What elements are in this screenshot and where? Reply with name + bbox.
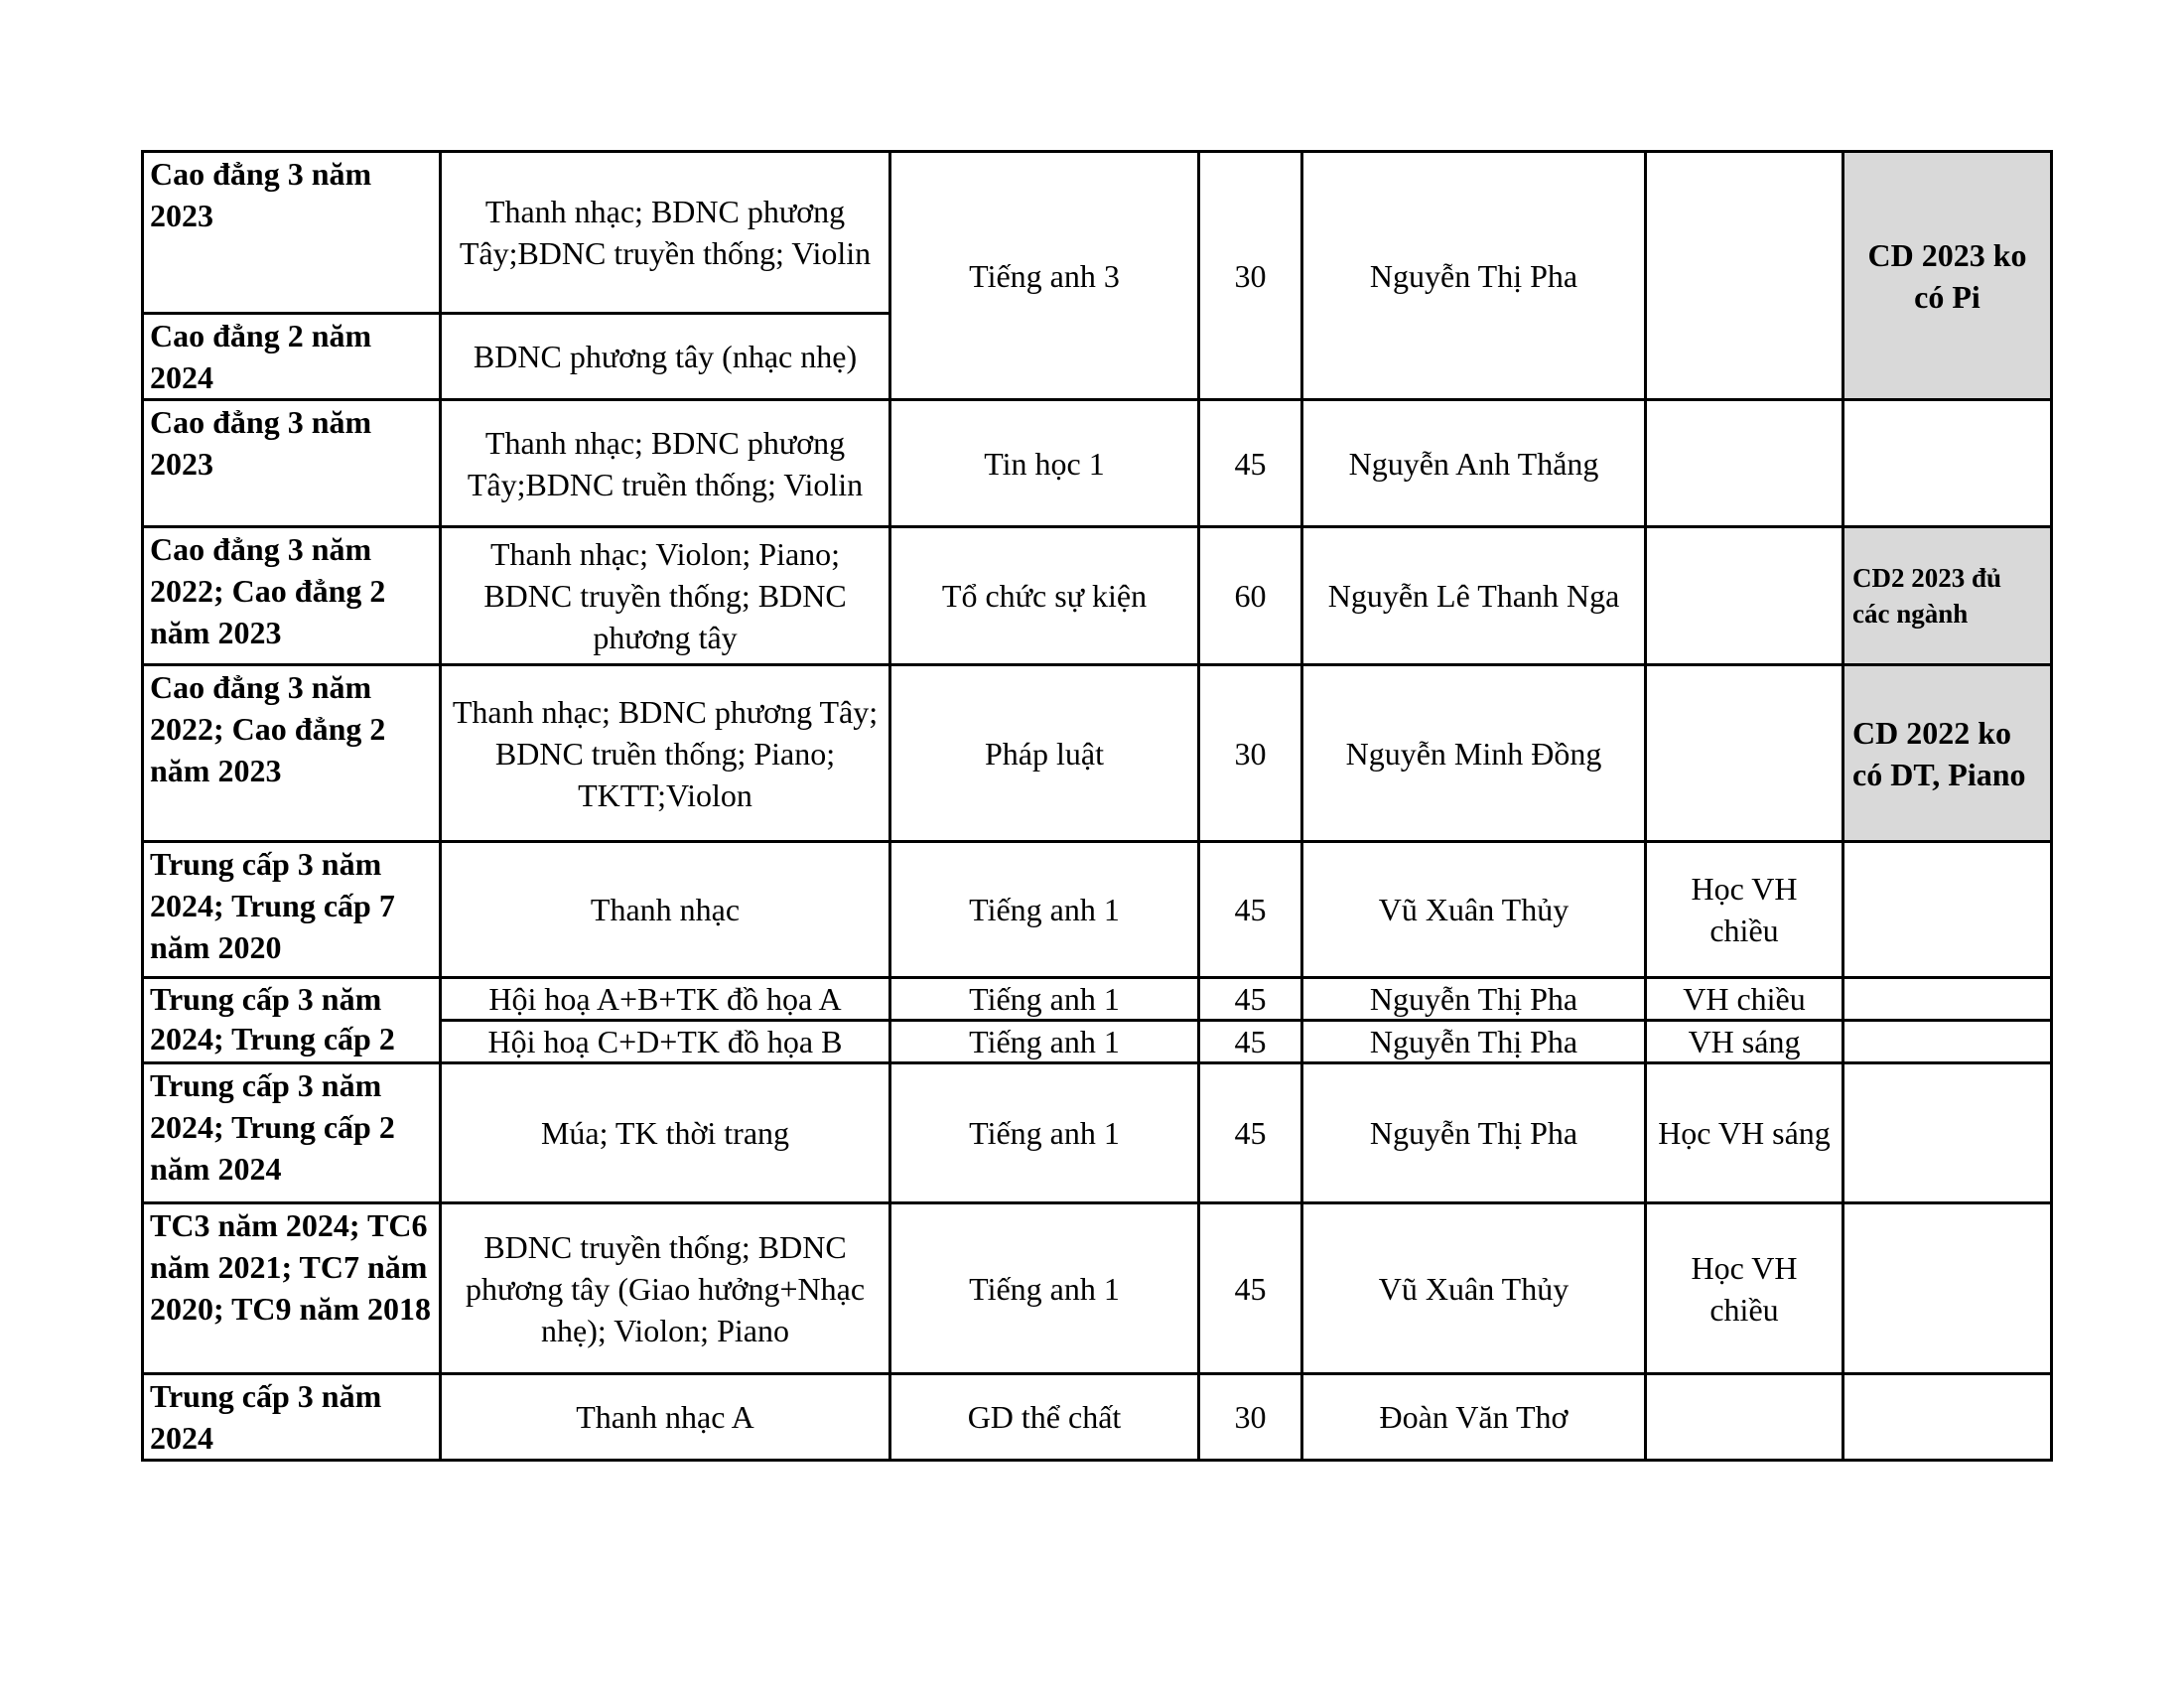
major-cell: Thanh nhạc; Violon; Piano; BDNC truyền thống; BDNC phương tây — [441, 527, 890, 665]
cohort-cell: Cao đẳng 2 năm 2024 — [143, 314, 441, 400]
table-row — [143, 1203, 2052, 1374]
note-cell — [1843, 1203, 2052, 1374]
cohort-cell: Trung cấp 3 năm 2024; Trung cấp 7 năm 2020 — [143, 842, 441, 978]
subject-cell: Tiếng anh 1 — [890, 1021, 1199, 1063]
subject-cell: Tiếng anh 1 — [890, 842, 1199, 978]
session-cell — [1646, 400, 1843, 527]
session-cell — [1646, 665, 1843, 842]
table-row — [143, 842, 2052, 978]
note-cell — [1843, 978, 2052, 1021]
teacher-cell: Vũ Xuân Thủy — [1302, 842, 1646, 978]
subject-cell: Tiếng anh 1 — [890, 978, 1199, 1021]
session-cell: VH sáng — [1646, 1021, 1843, 1063]
session-cell — [1646, 152, 1843, 400]
session-cell: Học VH chiều — [1646, 1203, 1843, 1374]
major-cell: Thanh nhạc; BDNC phương Tây; BDNC truền thống; Piano; TKTT;Violon — [441, 665, 890, 842]
session-cell — [1646, 1374, 1843, 1461]
hours-cell: 60 — [1199, 527, 1302, 665]
session-cell — [1646, 527, 1843, 665]
table-row — [143, 152, 2052, 314]
teacher-cell: Nguyễn Lê Thanh Nga — [1302, 527, 1646, 665]
hours-cell: 30 — [1199, 665, 1302, 842]
table-row — [143, 527, 2052, 665]
teacher-cell: Nguyễn Thị Pha — [1302, 1063, 1646, 1203]
note-cell: CD2 2023 đủ các ngành — [1843, 527, 2052, 665]
subject-cell: Tiếng anh 1 — [890, 1063, 1199, 1203]
hours-cell: 45 — [1199, 1203, 1302, 1374]
major-cell: Thanh nhạc; BDNC phương Tây;BDNC truyền thống; Violin — [441, 152, 890, 314]
table-row — [143, 1063, 2052, 1203]
major-cell: Thanh nhạc; BDNC phương Tây;BDNC truền thống; Violin — [441, 400, 890, 527]
hours-cell: 45 — [1199, 978, 1302, 1021]
cohort-cell: Cao đẳng 3 năm 2023 — [143, 400, 441, 527]
major-cell: BDNC phương tây (nhạc nhẹ) — [441, 314, 890, 400]
major-cell: Hội hoạ A+B+TK đồ họa A — [441, 978, 890, 1021]
cohort-cell: TC3 năm 2024; TC6 năm 2021; TC7 năm 2020; TC9 năm 2018 — [143, 1203, 441, 1374]
hours-cell: 45 — [1199, 1063, 1302, 1203]
subject-cell: Tiếng anh 3 — [890, 152, 1199, 400]
hours-cell: 45 — [1199, 842, 1302, 978]
subject-cell: Tin học 1 — [890, 400, 1199, 527]
note-cell: CD 2023 ko có Pi — [1843, 152, 2052, 400]
teacher-cell: Vũ Xuân Thủy — [1302, 1203, 1646, 1374]
note-cell — [1843, 400, 2052, 527]
hours-cell: 30 — [1199, 152, 1302, 400]
note-cell — [1843, 1063, 2052, 1203]
teacher-cell: Nguyễn Thị Pha — [1302, 152, 1646, 400]
subject-cell: Pháp luật — [890, 665, 1199, 842]
teacher-cell: Nguyễn Thị Pha — [1302, 978, 1646, 1021]
teacher-cell: Đoàn Văn Thơ — [1302, 1374, 1646, 1461]
note-cell — [1843, 1021, 2052, 1063]
subject-cell: Tiếng anh 1 — [890, 1203, 1199, 1374]
hours-cell: 45 — [1199, 1021, 1302, 1063]
note-cell: CD 2022 ko có DT, Piano — [1843, 665, 2052, 842]
table-row — [143, 400, 2052, 527]
hours-cell: 45 — [1199, 400, 1302, 527]
teacher-cell: Nguyễn Thị Pha — [1302, 1021, 1646, 1063]
schedule-table — [141, 150, 2053, 1462]
note-cell — [1843, 842, 2052, 978]
cohort-cell: Cao đẳng 3 năm 2022; Cao đẳng 2 năm 2023 — [143, 527, 441, 665]
teacher-cell: Nguyễn Minh Đồng — [1302, 665, 1646, 842]
major-cell: BDNC truyền thống; BDNC phương tây (Giao hưởng+Nhạc nhẹ); Violon; Piano — [441, 1203, 890, 1374]
cohort-cell: Trung cấp 3 năm 2024; Trung cấp 2 năm 2024 — [143, 1063, 441, 1203]
major-cell: Thanh nhạc A — [441, 1374, 890, 1461]
teacher-cell: Nguyễn Anh Thắng — [1302, 400, 1646, 527]
subject-cell: GD thể chất — [890, 1374, 1199, 1461]
note-cell — [1843, 1374, 2052, 1461]
session-cell: VH chiều — [1646, 978, 1843, 1021]
session-cell: Học VH chiều — [1646, 842, 1843, 978]
table-row — [143, 978, 2052, 1021]
cohort-cell: Trung cấp 3 năm 2024 — [143, 1374, 441, 1461]
table-row — [143, 1374, 2052, 1461]
cohort-cell: Cao đẳng 3 năm 2022; Cao đẳng 2 năm 2023 — [143, 665, 441, 842]
subject-cell: Tổ chức sự kiện — [890, 527, 1199, 665]
session-cell: Học VH sáng — [1646, 1063, 1843, 1203]
cohort-cell: Trung cấp 3 năm 2024; Trung cấp 2 — [143, 978, 441, 1063]
major-cell: Thanh nhạc — [441, 842, 890, 978]
hours-cell: 30 — [1199, 1374, 1302, 1461]
table-row — [143, 665, 2052, 842]
major-cell: Múa; TK thời trang — [441, 1063, 890, 1203]
cohort-cell: Cao đẳng 3 năm 2023 — [143, 152, 441, 314]
major-cell: Hội hoạ C+D+TK đồ họa B — [441, 1021, 890, 1063]
